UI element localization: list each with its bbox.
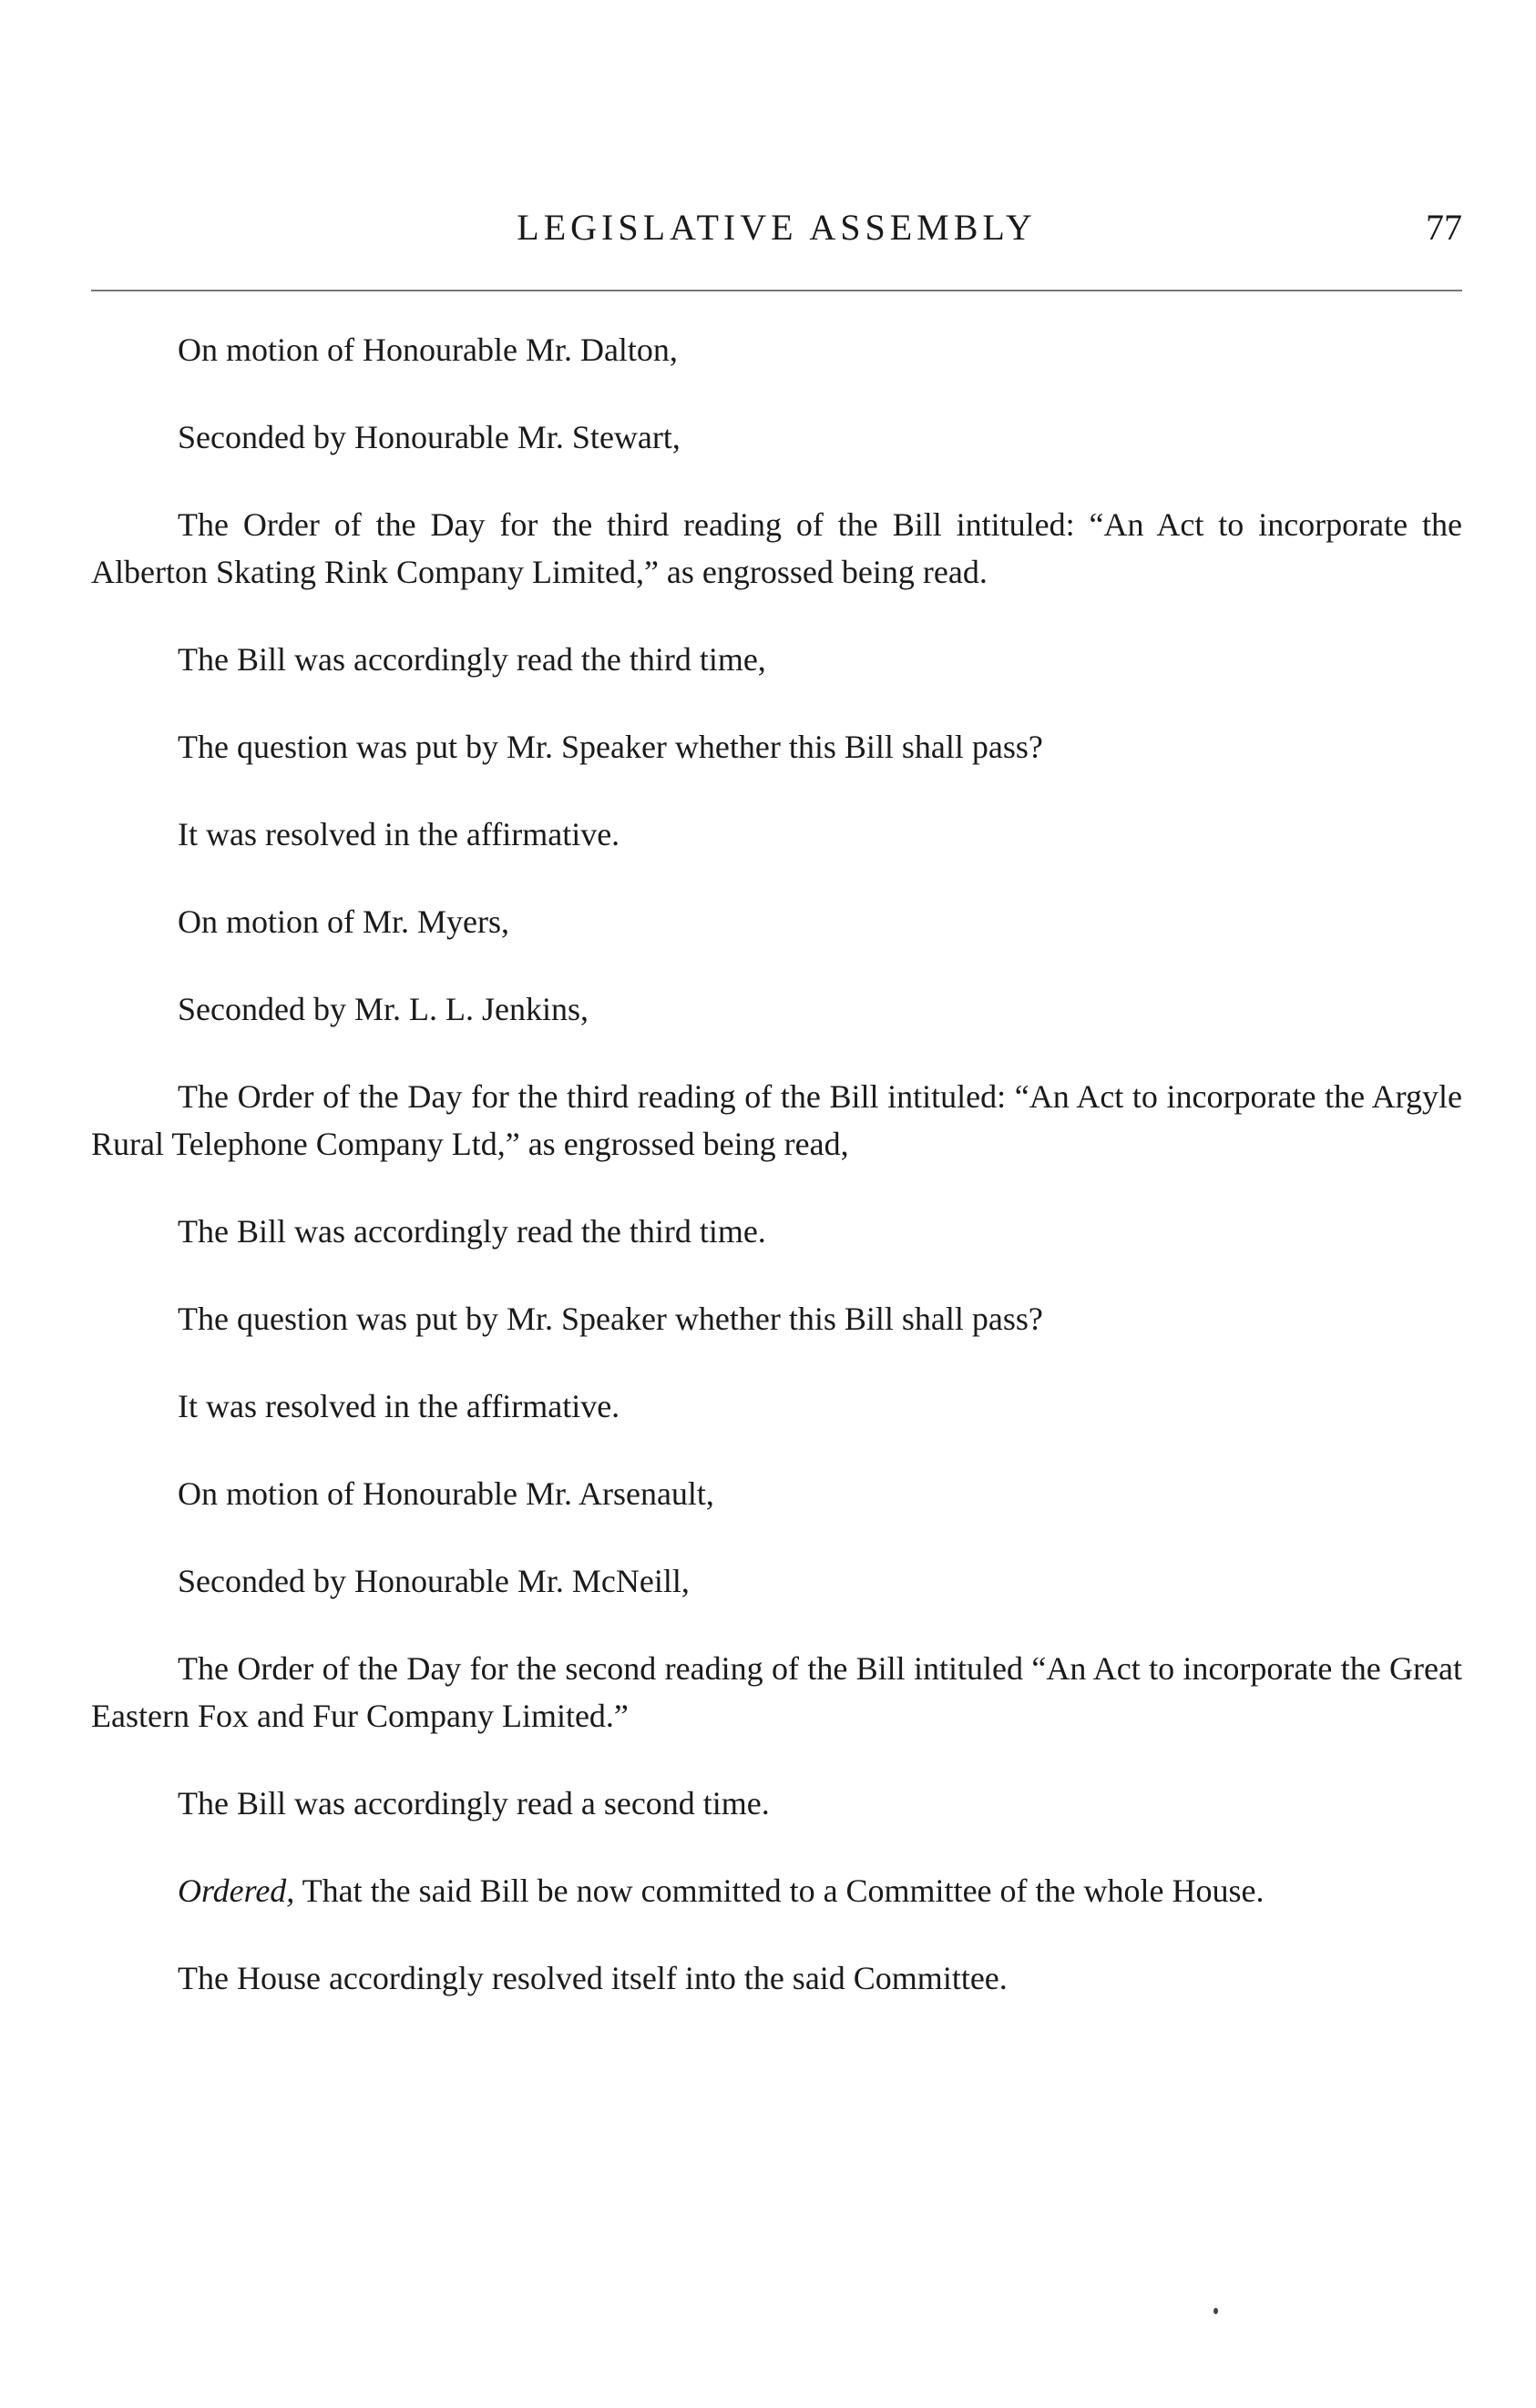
paragraph: It was resolved in the affirmative.: [178, 1388, 620, 1424]
paragraph: On motion of Honourable Mr. Dalton,: [178, 332, 678, 368]
paragraph: On motion of Honourable Mr. Arsenault,: [178, 1475, 714, 1512]
page-header: [91, 206, 1462, 260]
header-rule: [91, 290, 1462, 291]
paragraph: The question was put by Mr. Speaker whether this Bill shall pass?: [178, 1301, 1043, 1337]
running-head-title: LEGISLATIVE ASSEMBLY: [517, 207, 1037, 248]
paragraph: Seconded by Honourable Mr. McNeill,: [178, 1563, 690, 1599]
paragraph: The Order of the Day for the third reading of the Bill intituled: “An Act to incorporate the Alberton Skating Rink Company Limited,” as engrossed being read.: [91, 506, 1462, 590]
paragraph: The question was put by Mr. Speaker whether this Bill shall pass?: [178, 729, 1043, 765]
ordered-lead: Ordered,: [178, 1872, 295, 1909]
paragraph: The Bill was accordingly read the third time,: [178, 641, 766, 678]
paragraph: The Bill was accordingly read a second time.: [178, 1785, 770, 1821]
paragraph: On motion of Mr. Myers,: [178, 903, 509, 940]
paragraph: The Order of the Day for the third reading of the Bill intituled: “An Act to incorporate the Argyle Rural Telephone Company Ltd,” as engrossed being read,: [91, 1078, 1462, 1162]
ink-speck: [1213, 2308, 1218, 2314]
paragraph: It was resolved in the affirmative.: [178, 816, 620, 852]
paragraph: Seconded by Honourable Mr. Stewart,: [178, 419, 681, 455]
page-body: [91, 326, 1462, 2042]
paragraph: The Bill was accordingly read the third time.: [178, 1213, 766, 1250]
paragraph: The Order of the Day for the second reading of the Bill intituled “An Act to incorporate the Great Eastern Fox and Fur Company Limited.”: [91, 1650, 1462, 1734]
paragraph: Seconded by Mr. L. L. Jenkins,: [178, 991, 589, 1027]
page-number: 77: [1426, 207, 1462, 248]
document-page: [91, 0, 1462, 2408]
ordered-paragraph: [91, 1867, 1462, 1914]
paragraph: The House accordingly resolved itself into the said Committee.: [178, 1960, 1008, 1996]
ordered-text: That the said Bill be now committed to a Committee of the whole House.: [294, 1872, 1265, 1909]
